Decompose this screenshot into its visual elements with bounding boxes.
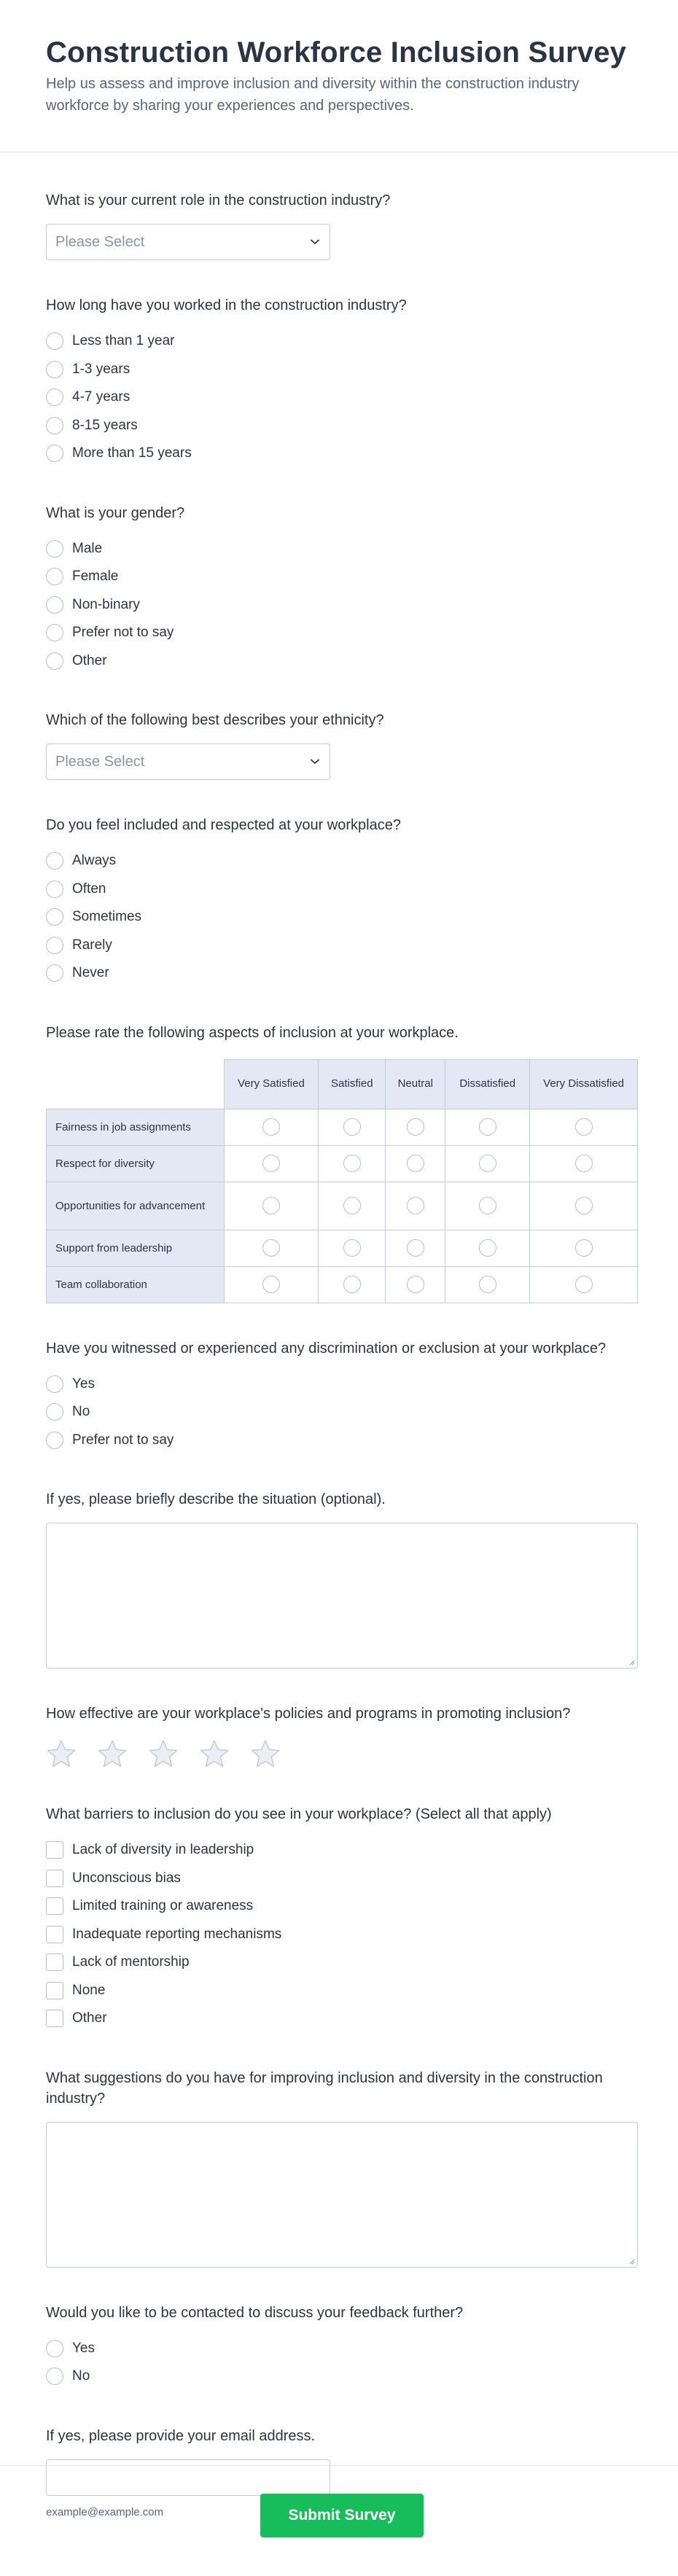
matrix-radio[interactable] [407,1197,424,1214]
matrix-column-header: Very Dissatisfied [530,1059,638,1109]
radio-option[interactable] [46,563,632,591]
option-label: 4-7 years [72,389,130,405]
matrix-radio[interactable] [343,1197,361,1214]
resize-handle-icon[interactable] [628,2257,635,2265]
matrix-row-label: Team collaboration [47,1266,225,1303]
checkbox-option[interactable] [46,1977,632,2005]
question-label: Have you witnessed or experienced any discrimination or exclusion at your workplace? [46,1340,607,1357]
form-footer [0,2465,678,2576]
option-label: No [72,1404,90,1420]
question-label: Which of the following best describes your ethnicity? [46,712,384,728]
page-title: Construction Workforce Inclusion Survey [46,36,627,69]
radio-button[interactable] [46,361,63,378]
matrix-row [47,1266,638,1303]
question-rating [46,1703,632,1769]
radio-button[interactable] [46,332,63,350]
matrix-row-label: Fairness in job assignments [47,1109,225,1145]
option-label: Often [72,881,106,897]
radio-button[interactable] [46,881,63,898]
radio-option[interactable] [46,356,632,384]
matrix-column-header: Dissatisfied [445,1059,530,1109]
matrix-radio[interactable] [479,1155,496,1172]
radio-button[interactable] [46,540,63,558]
radio-button[interactable] [46,624,63,641]
option-label: No [72,2368,90,2384]
radio-button[interactable] [46,908,63,926]
matrix-row-label: Support from leadership [47,1230,225,1266]
radio-option[interactable] [46,535,632,563]
rating-matrix [46,1059,638,1303]
radio-group-gender [46,535,632,676]
radio-button[interactable] [46,568,63,585]
question-label: Please rate the following aspects of inclusion at your workplace. [46,1024,459,1041]
star-icon[interactable] [46,1738,77,1769]
dropdown-placeholder: Please Select [55,233,145,250]
option-label: Male [72,540,103,556]
matrix-row-label: Opportunities for advancement [47,1182,225,1230]
checkbox-option[interactable] [46,1865,632,1893]
radio-button[interactable] [46,389,63,406]
radio-button[interactable] [46,852,63,870]
matrix-column-header: Satisfied [319,1059,386,1109]
option-label: Prefer not to say [72,625,174,641]
checkbox[interactable] [46,1926,63,1943]
option-label: 1-3 years [72,361,130,377]
checkbox-option[interactable] [46,1836,632,1865]
question-gender [46,503,632,676]
radio-option[interactable] [46,1398,632,1426]
radio-option[interactable] [46,1426,632,1455]
matrix-radio[interactable] [343,1155,361,1172]
option-label: Yes [72,1375,95,1392]
chevron-down-icon [311,759,319,765]
radio-button[interactable] [46,937,63,954]
matrix-radio[interactable] [479,1197,496,1214]
question-label: How effective are your workplace's policies and programs in promoting inclusion? [46,1706,571,1722]
matrix-radio[interactable] [479,1276,496,1293]
star-icon[interactable] [148,1738,179,1769]
checkbox-option[interactable] [46,2005,632,2033]
submit-button[interactable]: Submit Survey [260,2494,424,2537]
radio-option[interactable] [46,2362,632,2391]
radio-button[interactable] [46,2340,63,2357]
radio-group-years [46,327,632,468]
matrix-column-header: Neutral [386,1059,445,1109]
option-label: Lack of mentorship [72,1954,190,1970]
question-suggestions [46,2068,632,2268]
option-label: Other [72,2010,107,2026]
role-dropdown[interactable] [46,224,330,260]
radio-option[interactable] [46,959,632,988]
question-label: What is your gender? [46,504,185,521]
radio-option[interactable] [46,412,632,440]
star-icon[interactable] [199,1738,230,1769]
checkbox[interactable] [46,1897,63,1915]
question-matrix [46,1023,632,1303]
option-label: Non-binary [72,596,140,612]
email-sublabel: example@example.com [46,2505,164,2518]
radio-option[interactable] [46,591,632,620]
checkbox-option[interactable] [46,1892,632,1921]
radio-option[interactable] [46,327,632,356]
checkbox[interactable] [46,1841,63,1859]
matrix-radio[interactable] [262,1239,280,1257]
matrix-radio[interactable] [262,1276,280,1293]
checkbox-option[interactable] [46,1921,632,1949]
describe-textarea[interactable] [46,1523,638,1668]
radio-option[interactable] [46,847,632,875]
checkbox[interactable] [46,1982,63,1999]
question-label: If yes, please provide your email address. [46,2427,316,2444]
radio-button[interactable] [46,2368,63,2385]
option-label: Other [72,652,107,668]
checkbox[interactable] [46,2010,63,2027]
matrix-radio[interactable] [407,1118,424,1136]
form-header [0,0,678,152]
matrix-row [47,1145,638,1182]
question-role [46,190,632,260]
radio-option[interactable] [46,903,632,932]
matrix-radio[interactable] [575,1155,593,1172]
matrix-radio[interactable] [262,1197,280,1214]
option-label: Yes [72,2340,95,2356]
option-label: Female [72,569,119,585]
matrix-row [47,1182,638,1230]
radio-option[interactable] [46,647,632,676]
star-icon[interactable] [97,1738,128,1769]
option-label: More than 15 years [72,445,192,461]
matrix-radio[interactable] [479,1239,496,1257]
radio-option[interactable] [46,875,632,904]
option-label: Sometimes [72,909,142,925]
question-describe [46,1489,632,1668]
matrix-radio[interactable] [262,1118,280,1136]
radio-button[interactable] [46,1375,63,1393]
radio-group-included [46,847,632,988]
radio-button[interactable] [46,417,63,434]
option-label: 8-15 years [72,417,138,433]
option-label: Never [72,965,109,981]
matrix-radio[interactable] [343,1239,361,1257]
radio-button[interactable] [46,964,63,982]
radio-button[interactable] [46,1432,63,1449]
option-label: Prefer not to say [72,1432,174,1448]
matrix-radio[interactable] [575,1197,593,1214]
radio-button[interactable] [46,652,63,670]
matrix-radio[interactable] [343,1118,361,1136]
question-label: Do you feel included and respected at your workplace? [46,817,401,833]
question-included [46,815,632,988]
question-barriers [46,1804,632,2033]
radio-option[interactable] [46,440,632,468]
question-label: How long have you worked in the construction industry? [46,297,407,313]
radio-option[interactable] [46,932,632,960]
radio-button[interactable] [46,1403,63,1421]
radio-option[interactable] [46,1370,632,1399]
matrix-radio[interactable] [407,1155,424,1172]
option-label: Less than 1 year [72,333,175,349]
question-label: If yes, please briefly describe the situation (optional). [46,1491,386,1507]
matrix-radio[interactable] [343,1276,361,1293]
radio-option[interactable] [46,383,632,412]
question-discrimination [46,1338,632,1455]
checkbox[interactable] [46,1870,63,1887]
matrix-radio[interactable] [407,1239,424,1257]
question-years [46,295,632,468]
radio-button[interactable] [46,445,63,462]
matrix-radio[interactable] [575,1118,593,1136]
resize-handle-icon[interactable] [628,1658,635,1666]
star-rating [46,1738,632,1769]
option-label: Inadequate reporting mechanisms [72,1926,282,1942]
option-label: Rarely [72,937,112,953]
checkbox[interactable] [46,1954,63,1971]
option-label: None [72,1982,106,1998]
radio-button[interactable] [46,596,63,614]
survey-form [0,190,678,2518]
matrix-column-header: Very Satisfied [224,1059,319,1109]
matrix-row-label: Respect for diversity [47,1145,225,1182]
ethnicity-dropdown[interactable] [46,743,330,780]
question-label: What is your current role in the construction industry? [46,192,391,208]
matrix-row [47,1109,638,1145]
dropdown-placeholder: Please Select [55,753,145,770]
option-label: Limited training or awareness [72,1898,254,1914]
radio-option[interactable] [46,2335,632,2363]
question-label: What suggestions do you have for improving inclusion and diversity in the construction industry? [46,2069,603,2107]
option-label: Unconscious bias [72,1870,181,1886]
chevron-down-icon [311,239,319,245]
radio-group-contact [46,2335,632,2391]
matrix-radio[interactable] [575,1276,593,1293]
matrix-corner [47,1059,225,1109]
checkbox-option[interactable] [46,1948,632,1977]
question-ethnicity [46,710,632,780]
matrix-radio[interactable] [262,1155,280,1172]
star-icon[interactable] [250,1738,281,1769]
suggestions-textarea[interactable] [46,2122,638,2268]
matrix-row [47,1230,638,1266]
matrix-radio[interactable] [407,1276,424,1293]
page-description: Help us assess and improve inclusion and diversity within the construction industry workforce by sharing your experiences and perspectives. [46,76,580,114]
matrix-radio[interactable] [575,1239,593,1257]
matrix-radio[interactable] [479,1118,496,1136]
option-label: Lack of diversity in leadership [72,1842,254,1858]
option-label: Always [72,853,117,869]
radio-option[interactable] [46,619,632,647]
radio-group-discrimination [46,1370,632,1455]
checkbox-group-barriers [46,1836,632,2033]
question-label: Would you like to be contacted to discuss your feedback further? [46,2304,464,2321]
question-label: What barriers to inclusion do you see in your workplace? (Select all that apply) [46,1806,552,1822]
question-contact [46,2303,632,2391]
